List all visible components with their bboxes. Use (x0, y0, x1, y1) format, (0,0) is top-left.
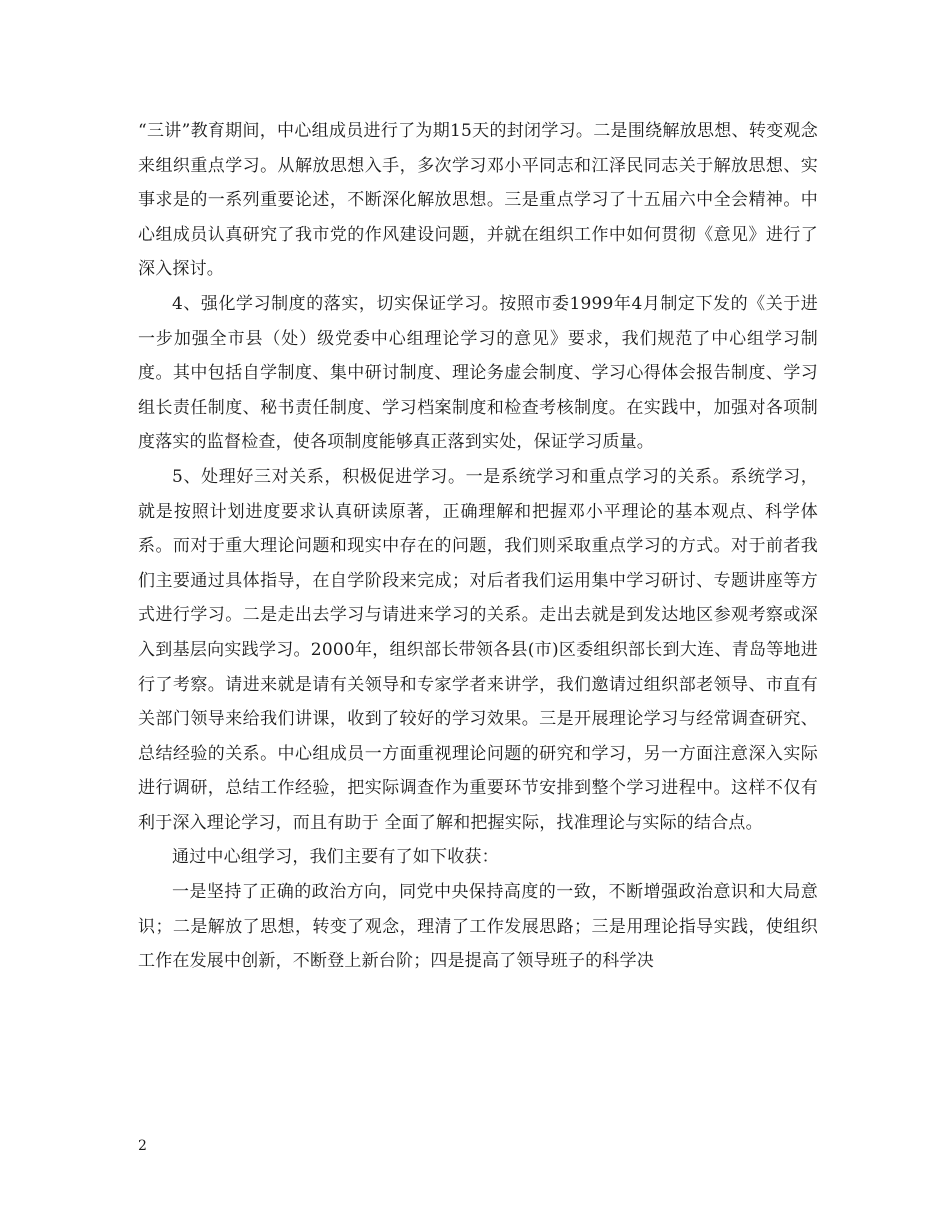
paragraph-three-lectures: “三讲”教育期间，中心组成员进行了为期15天的封闭学习。二是围绕解放思想、转变观念来组织重点学习。从解放思想入手，多次学习邓小平同志和江泽民同志关于解放思想、实事求是的一系列重要论述，不断深化解放思想。三是重点学习了十五届六中全会精神。中心组成员认真研究了我市党的作风建设问题，并就在组织工作中如何贯彻《意见》进行了深入探讨。 (138, 121, 818, 280)
paragraph-gains-intro: 通过中心组学习，我们主要有了如下收获： (172, 847, 499, 868)
paragraph-gains-list: 一是坚持了正确的政治方向，同党中央保持高度的一致，不断增强政治意识和大局意识；二是解放了思想，转变了观念，理清了工作发展思路；三是用理论指导实践，使组织工作在发展中创新，不断登上新台阶；四是提高了领导班子的科学决 (138, 882, 818, 972)
page-number: 2 (138, 1138, 147, 1154)
document-body (138, 114, 818, 979)
paragraph-three-relations: 5、处理好三对关系，积极促进学习。一是系统学习和重点学习的关系。系统学习，就是按照计划进度要求认真研读原著，正确理解和把握邓小平理论的基本观点、科学体系。而对于重大理论问题和现实中存在的问题，我们则采取重点学习的方式。对于前者我们主要通过具体指导，在自学阶段来完成；对后者我们运用集中学习研讨、专题讲座等方式进行学习。二是走出去学习与请进来学习的关系。走出去就是到发达地区参观考察或深入到基层向实践学习。2000年，组织部长带领各县(市)区委组织部长到大连、青岛等地进行了考察。请进来就是请有关领导和专家学者来讲学，我们邀请过组织部老领导、市直有关部门领导来给我们讲课，收到了较好的学习效果。三是开展理论学习与经常调查研究、总结经验的关系。中心组成员一方面重视理论问题的研究和学习，另一方面注意深入实际进行调研，总结工作经验，把实际调查作为重要环节安排到整个学习进程中。这样不仅有利于深入理论学习，而且有助于 全面了解和把握实际，找准理论与实际的结合点。 (138, 466, 818, 833)
paragraph-study-system: 4、强化学习制度的落实，切实保证学习。按照市委1999年4月制定下发的《关于进一步加强全市县（处）级党委中心组理论学习的意见》要求，我们规范了中心组学习制度。其中包括自学制度、集中研讨制度、理论务虚会制度、学习心得体会报告制度、学习组长责任制度、秘书责任制度、学习档案制度和检查考核制度。在实践中，加强对各项制度落实的监督检查，使各项制度能够真正落到实处，保证学习质量。 (138, 293, 818, 453)
